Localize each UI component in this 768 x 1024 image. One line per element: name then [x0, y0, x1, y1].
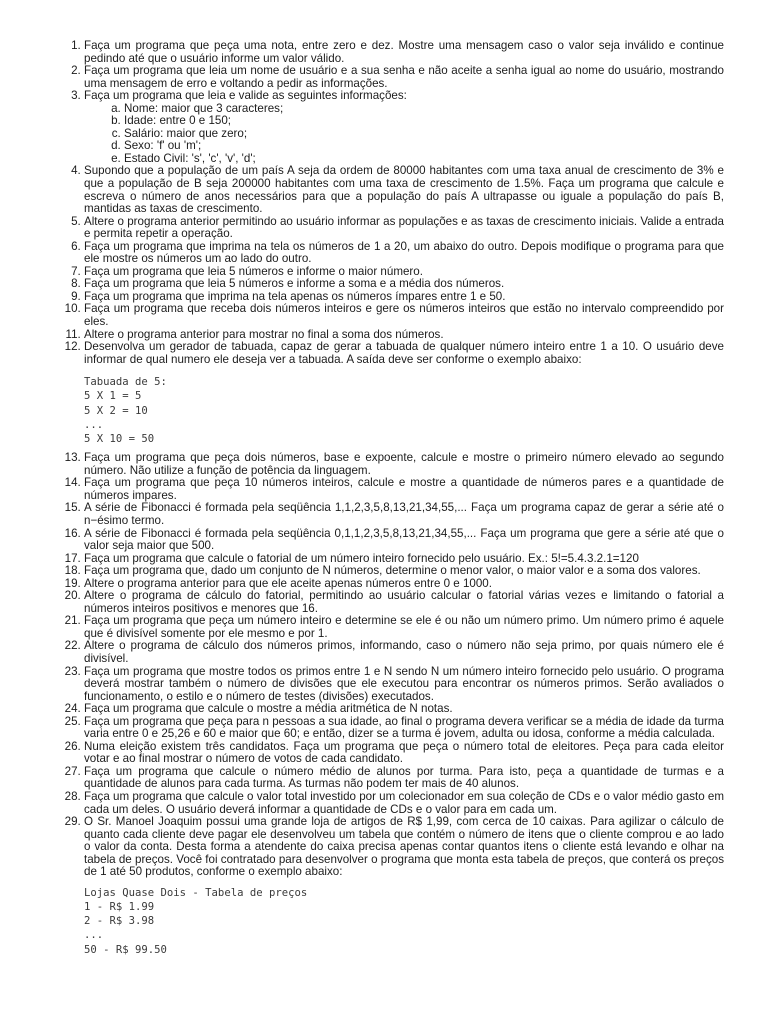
exercise-item: 20. Altere o programa de cálculo do fatorial, permitindo ao usuário calcular o fatorial várias vezes e limitando o fatorial a números inteiros positivos e menores que 16.	[84, 590, 724, 615]
exercise-item: 13. Faça um programa que peça dois números, base e expoente, calcule e mostre o primeiro número elevado ao segundo número. Não utilize a função de potência da linguagem.	[84, 452, 724, 477]
exercise-item: 18. Faça um programa que, dado um conjunto de N números, determine o menor valor, o maior valor e a soma dos valores.	[84, 565, 724, 578]
exercise-item: 25. Faça um programa que peça para n pessoas a sua idade, ao final o programa devera verificar se a média de idade da turma varia entre 0 e 25,26 e 60 e maior que 60; e então, dizer se a turma é jovem, adulta ou idosa, conforme a média calculada.	[84, 716, 724, 741]
exercise-item: 3. Faça um programa que leia e valide as seguintes informações: a. Nome: maior que 3 caracteres; b. Idade: entre 0 e 150; c. Salário: maior que zero; d. Sexo: 'f' ou 'm'; e. Estado Civil: 's', 'c', 'v', 'd';	[84, 90, 724, 165]
exercise-item: 11. Altere o programa anterior para mostrar no final a soma dos números.	[84, 329, 724, 342]
exercise-item: 15. A série de Fibonacci é formada pela seqüência 1,1,2,3,5,8,13,21,34,55,... Faça um programa capaz de gerar a série até o n−ésimo termo.	[84, 502, 724, 527]
exercise-item: 2. Faça um programa que leia um nome de usuário e a sua senha e não aceite a senha igual ao nome do usuário, mostrando uma mensagem de erro e voltando a pedir as informações.	[84, 65, 724, 90]
price-table-example-code: Lojas Quase Dois - Tabela de preços 1 - R$ 1.99 2 - R$ 3.98 ... 50 - R$ 99.50	[84, 886, 308, 956]
sublist-item: d. Sexo: 'f' ou 'm';	[124, 140, 724, 153]
exercise-item: 27. Faça um programa que calcule o número médio de alunos por turma. Para isto, peça a quantidade de turmas e a quantidade de alunos para cada turma. As turmas não podem ter mais de 40 alunos.	[84, 766, 724, 791]
exercise-item: 21. Faça um programa que peça um número inteiro e determine se ele é ou não um número primo. Um número primo é aquele que é divisível somente por ele mesmo e por 1.	[84, 615, 724, 640]
exercise-item: 8. Faça um programa que leia 5 números e informe a soma e a média dos números.	[84, 278, 724, 291]
exercise-item: 12. Desenvolva um gerador de tabuada, capaz de gerar a tabuada de qualquer número inteiro entre 1 a 10. O usuário deve informar de qual numero ele deseja ver a tabuada. A saída deve ser conforme o exemplo abaixo: Tabuada de 5: 5 X 1 = 5 5 X 2 = 10 ... 5 X 10 = 50	[84, 341, 724, 452]
exercise-item: 4. Supondo que a população de um país A seja da ordem de 80000 habitantes com uma taxa anual de crescimento de 3% e que a população de B seja 200000 habitantes com uma taxa de crescimento de 1.5%. Faça um programa que calcule e escreva o número de anos necessários para que a população do país A ultrapasse ou iguale a população do país B, mantidas as taxas de crescimento.	[84, 165, 724, 215]
exercise-item: 22. Altere o programa de cálculo dos números primos, informando, caso o número não seja primo, por quais número ele é divisível.	[84, 640, 724, 665]
validation-sublist	[84, 103, 724, 166]
exercise-item: 14. Faça um programa que peça 10 números inteiros, calcule e mostre a quantidade de números pares e a quantidade de números impares.	[84, 477, 724, 502]
sublist-item: a. Nome: maior que 3 caracteres;	[124, 103, 724, 116]
exercise-item: 5. Altere o programa anterior permitindo ao usuário informar as populações e as taxas de crescimento iniciais. Valide a entrada e permita repetir a operação.	[84, 216, 724, 241]
exercise-item: 19. Altere o programa anterior para que ele aceite apenas números entre 0 e 1000.	[84, 578, 724, 591]
exercise-item: 28. Faça um programa que calcule o valor total investido por um colecionador em sua coleção de CDs e o valor médio gasto em cada um deles. O usuário deverá informar a quantidade de CDs e o valor para em cada um.	[84, 791, 724, 816]
exercise-item: 23. Faça um programa que mostre todos os primos entre 1 e N sendo N um número inteiro fornecido pelo usuário. O programa deverá mostrar também o número de divisões que ele executou para encontrar os números primos. Serão avaliados o funcionamento, o estilo e o número de testes (divisões) executados.	[84, 666, 724, 704]
exercise-item: 1. Faça um programa que peça uma nota, entre zero e dez. Mostre uma mensagem caso o valor seja inválido e continue pedindo até que o usuário informe um valor válido.	[84, 40, 724, 65]
exercise-item: 7. Faça um programa que leia 5 números e informe o maior número.	[84, 266, 724, 279]
exercise-item: 24. Faça um programa que calcule o mostre a média aritmética de N notas.	[84, 703, 724, 716]
tabuada-example-code: Tabuada de 5: 5 X 1 = 5 5 X 2 = 10 ... 5 X 10 = 50	[84, 376, 167, 446]
exercise-item: 10. Faça um programa que receba dois números inteiros e gere os números inteiros que estão no intervalo compreendido por eles.	[84, 303, 724, 328]
exercise-item: 29. O Sr. Manoel Joaquim possui uma grande loja de artigos de R$ 1,99, com cerca de 10 caixas. Para agilizar o cálculo de quanto cada cliente deve pagar ele desenvolveu um tabela que contém o número de itens que o cliente comprou e ao lado o valor da conta. Desta forma a atendente do caixa precisa apenas contar quantos itens o cliente está levando e olhar na tabela de preços. Você foi contratado para desenvolver o programa que monta esta tabela de preços, que conterá os preços de 1 até 50 produtos, conforme o exemplo abaixo: Lojas Quase Dois - Tabela de preços 1 - R$ 1.99 2 - R$ 3.98 ... 50 - R$ 99.50	[84, 816, 724, 957]
exercise-item: 6. Faça um programa que imprima na tela os números de 1 a 20, um abaixo do outro. Depois modifique o programa para que ele mostre os números um ao lado do outro.	[84, 241, 724, 266]
sublist-item: b. Idade: entre 0 e 150;	[124, 115, 724, 128]
exercise-item: 26. Numa eleição existem três candidatos. Faça um programa que peça o número total de eleitores. Peça para cada eleitor votar e ao final mostrar o número de votos de cada candidato.	[84, 741, 724, 766]
sublist-item: c. Salário: maior que zero;	[124, 128, 724, 141]
exercise-item: 16. A série de Fibonacci é formada pela seqüência 0,1,1,2,3,5,8,13,21,34,55,... Faça um programa que gere a série até que o valor seja maior que 500.	[84, 528, 724, 553]
exercise-item: 17. Faça um programa que calcule o fatorial de um número inteiro fornecido pelo usuário. Ex.: 5!=5.4.3.2.1=120	[84, 553, 724, 566]
exercise-item: 9. Faça um programa que imprima na tela apenas os números ímpares entre 1 e 50.	[84, 291, 724, 304]
sublist-item: e. Estado Civil: 's', 'c', 'v', 'd';	[124, 153, 724, 166]
